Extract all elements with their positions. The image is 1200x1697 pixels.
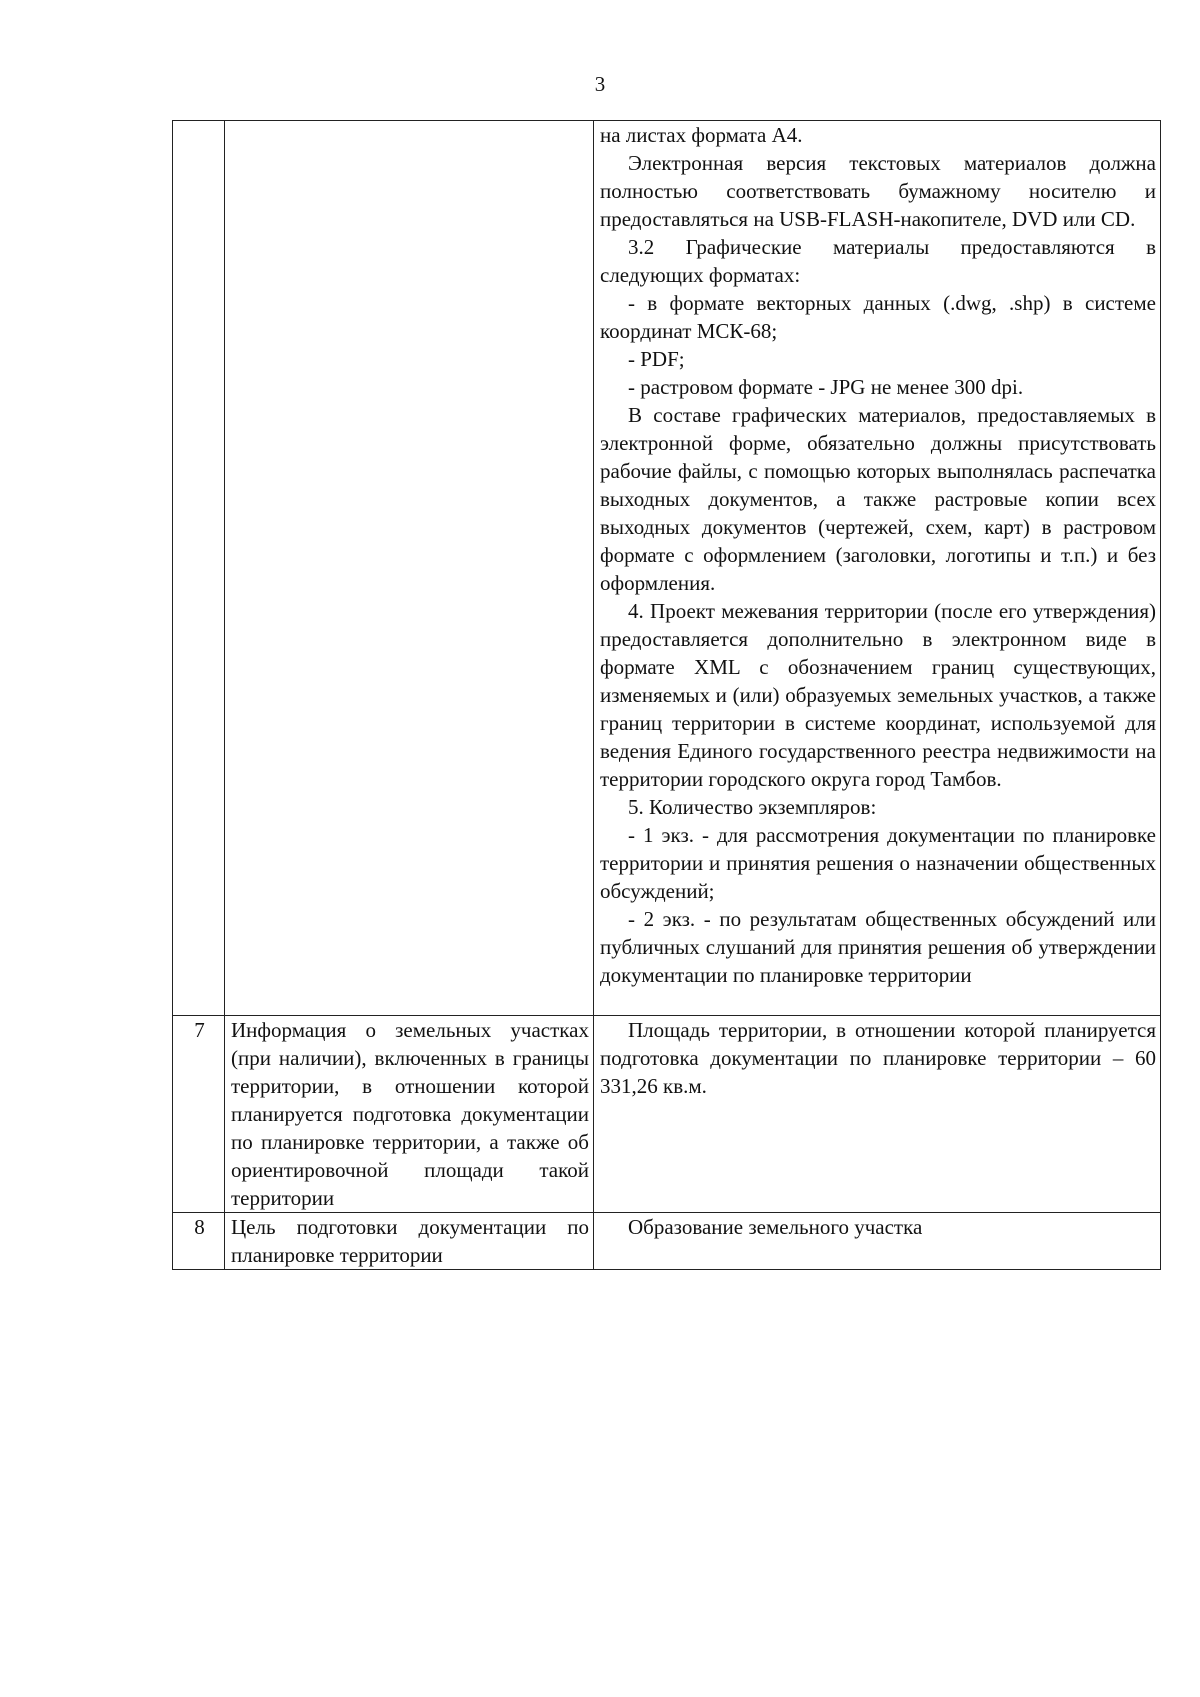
row-name: Цель подготовки документации по планировке территории (225, 1213, 594, 1270)
row-number: 8 (173, 1213, 225, 1270)
table-row (173, 121, 1161, 1016)
paragraph: - растровом формате - JPG не менее 300 dpi. (628, 375, 1024, 399)
table-row (173, 1213, 1161, 1270)
table-row (173, 1016, 1161, 1213)
row-name: Информация о земельных участках (при наличии), включенных в границы территории, в отношении которой планируется подготовка документации по планировке территории, а также об ориентировочной площади такой территории (225, 1016, 594, 1213)
paragraph: В составе графических материалов, предоставляемых в электронной форме, обязательно должны присутствовать рабочие файлы, с помощью которых выполнялась распечатка выходных документов, а также растровые копии всех выходных документов (чертежей, схем, карт) в растровом формате с оформлением (заголовки, логотипы и т.п.) и без оформления. (600, 403, 1156, 595)
paragraph: 4. Проект межевания территории (после его утверждения) предоставляется дополнительно в электронном виде в формате XML с обозначением границ существующих, изменяемых и (или) образуемых земельных участков, а также границ территории в системе координат, используемой для ведения Единого государственного реестра недвижимости на территории городского округа город Тамбов. (600, 599, 1156, 791)
requirements-table (172, 120, 1161, 1270)
paragraph: - в формате векторных данных (.dwg, .shp) в системе координат МСК-68; (600, 291, 1156, 343)
row-description (594, 1016, 1161, 1213)
row-number: 7 (173, 1016, 225, 1213)
paragraph: 3.2 Графические материалы предоставляются в следующих форматах: (600, 235, 1156, 287)
paragraph: - PDF; (628, 347, 685, 371)
paragraph: - 1 экз. - для рассмотрения документации по планировке территории и принятия решения о назначении общественных обсуждений; (600, 823, 1156, 903)
row-description (594, 1213, 1161, 1270)
paragraph: - 2 экз. - по результатам общественных обсуждений или публичных слушаний для принятия решения об утверждении документации по планировке территории (600, 907, 1156, 987)
row-name (225, 121, 594, 1016)
row-number (173, 121, 225, 1016)
row-description (594, 121, 1161, 1016)
paragraph: Образование земельного участка (628, 1215, 923, 1239)
paragraph: на листах формата А4. (600, 123, 803, 147)
paragraph: Площадь территории, в отношении которой планируется подготовка документации по планировке территории – 60 331,26 кв.м. (600, 1018, 1156, 1098)
paragraph: 5. Количество экземпляров: (628, 795, 877, 819)
paragraph: Электронная версия текстовых материалов должна полностью соответствовать бумажному носителю и предоставляться на USB-FLASH-накопителе, DVD или CD. (600, 151, 1156, 231)
page-number: 3 (594, 72, 606, 96)
